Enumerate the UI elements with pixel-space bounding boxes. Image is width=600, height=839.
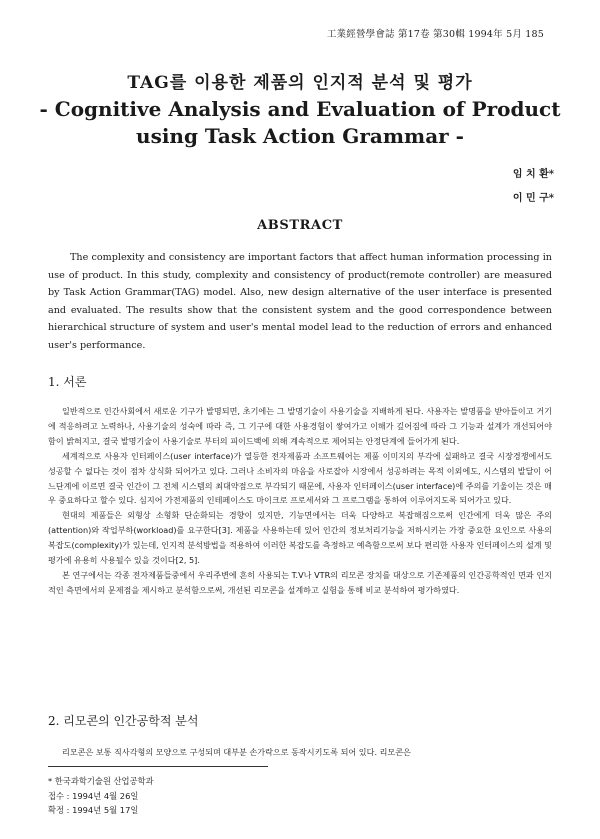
journal-header: 工業經營學會誌 第17卷 第30輯 1994年 5月 185 — [326, 29, 544, 40]
section2-body: 리모콘은 보통 직사각형의 모양으로 구성되며 대부분 손가락으로 동작시키도록 되어 있다. 리모콘은 — [62, 747, 411, 757]
title-english-line1: - Cognitive Analysis and Evaluation of Product — [39, 97, 561, 121]
title-english-line2: using Task Action Grammar - — [136, 124, 464, 148]
footnote-received-date: 접수 : 1994년 4월 26일 — [48, 790, 139, 801]
title-block — [30, 70, 570, 150]
author-list — [513, 163, 554, 211]
footnote-accepted-date: 확정 : 1994년 5월 17일 — [48, 805, 139, 815]
author-name: 임 치 환* — [512, 169, 554, 180]
section1-heading: 1. 서론 — [48, 375, 87, 389]
footnotes — [48, 774, 154, 818]
footnote-affiliation: * 한국과학기술원 산업공학과 — [48, 776, 154, 786]
paragraph: 현대의 제품들은 외형상 소형화 단순화되는 경향이 있지만, 기능면에서는 더욱 다양하고 복잡해짐으로써 인간에게 더욱 많은 주의(attention)와 작업부하(workload)를 요구한다[3]. 제품을 사용하는데 있어 인간의 정보처리기능을 저하시키는 가장 중요한 요인으로 사용의 복잡도(complexity)가 있는데, 인지적 분석방법을 적용하여 이러한 복잡도를 측정하고 예측함으로써 보다 편리한 사용자 인터페이스의 설계 및 평가에 유용히 사용될수 있을 것이다[2, 5]. — [48, 510, 552, 566]
abstract-heading: ABSTRACT — [257, 218, 343, 233]
paragraph: 본 연구에서는 각종 전자제품들중에서 우리주변에 흔히 사용되는 T.V나 VTR의 리모콘 장치를 대상으로 기존제품의 인간공학적인 면과 인지적인 측면에서의 문제점을 제시하고 분석함으로써, 개선된 리모콘을 설계하고 실험을 통해 비교 분석하여 평가하였다. — [48, 569, 552, 595]
section2-heading: 2. 리모콘의 인간공학적 분석 — [48, 714, 199, 728]
title-korean: TAG를 이용한 제품의 인지적 분석 및 평가 — [127, 73, 473, 93]
author-name: 이 민 구* — [512, 193, 554, 204]
abstract-text: The complexity and consistency are important factors that affect human information processing in use of product. In this study, complexity and consistency of product(remote controller) are measured by Task Action Grammar(TAG) model. Also, new design alternative of the user interface is presented and evaluated. The results show that the consistent system and the good correspondence between hierarchical structure of system and user's mental model lead to the reduction of errors and enhanced user's performance. — [48, 252, 552, 351]
paragraph: 세계적으로 사용자 인터페이스(user interface)가 열등한 전자제품과 소프트웨어는 제품 이미지의 부각에 실패하고 결국 시장경쟁에서도 성공할 수 없다는 것이 점차 상식화 되어가고 있다. 그러나 소비자의 마음을 사로잡아 시장에서 성공하려는 목적 이외에도, 시스템의 발달이 어느단계에 이르면 결국 인간이 그 전체 시스템의 최대약점으로 부각되기 때문에, 사용자 인터페이스(user interface)에 주의를 기울이는 것은 매우 중요하다고 할수 있다. 심지어 가전제품의 인테페이스도 마이크로 프로세서와 그 프로그램을 통하여 이루어지도록 되어가고 있다. — [48, 450, 552, 506]
paragraph: 일반적으로 인간사회에서 새로운 기구가 발명되면, 초기에는 그 발명기술이 사용기술을 지배하게 된다. 사용자는 발명품을 받아들이고 거기에 적응하려고 노력하나, 사용기술의 성숙에 따라 즉, 그 기구에 대한 사용경험이 쌓여가고 이해가 깊어짐에 따라 그 기능과 설계가 개선되어야 함이 밝혀지고, 결국 발명기술이 사용기술로 부터의 피이드백에 의해 계속적으로 제어되는 안정단계에 들어가게 된다. — [48, 406, 552, 446]
footnote-divider — [48, 766, 268, 767]
section1-body — [48, 404, 552, 598]
